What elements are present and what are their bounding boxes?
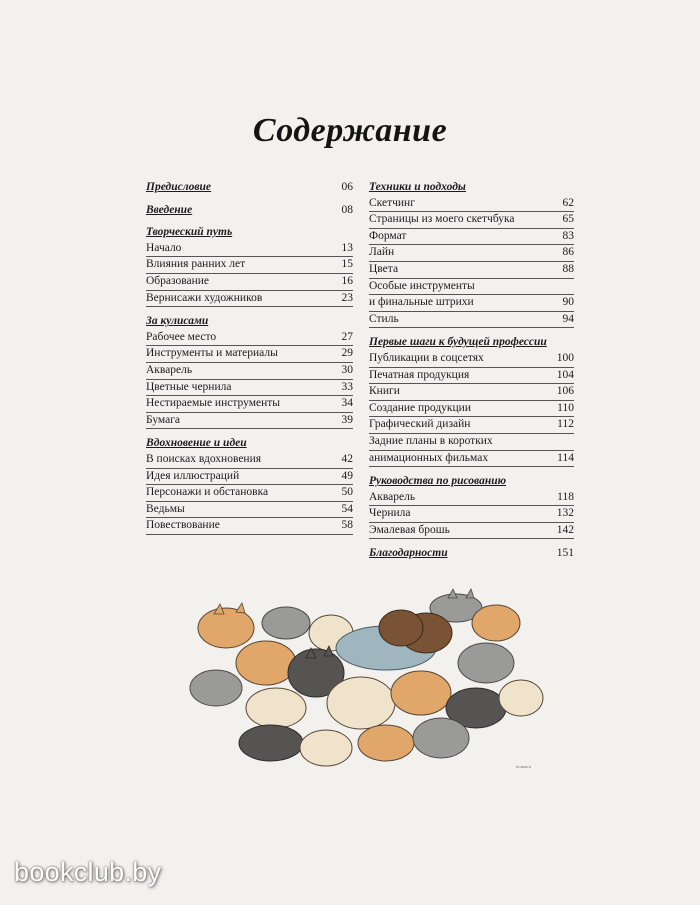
girl-hair xyxy=(379,610,423,646)
cat-shape xyxy=(391,671,451,715)
section-heading-label: Творческий путь xyxy=(146,226,233,239)
toc-entry-page: 114 xyxy=(557,451,574,464)
section-heading-label: Техники и подходы xyxy=(369,181,466,193)
toc-entry-label: Эмалевая брошь xyxy=(369,523,450,536)
toc-entry[interactable] xyxy=(369,523,574,540)
toc-entry-page: 39 xyxy=(341,413,353,426)
toc-entry-page: 50 xyxy=(341,486,353,499)
cat-shape xyxy=(458,643,514,683)
cat-shape xyxy=(262,607,310,639)
cat-shape xyxy=(413,718,469,758)
toc-entry-label: Формат xyxy=(369,229,407,242)
toc-entry-page: 16 xyxy=(341,274,353,287)
toc-entry[interactable] xyxy=(369,229,574,246)
section-heading-label: Благодарности xyxy=(369,547,448,560)
toc-entry[interactable] xyxy=(146,485,353,502)
toc-entry[interactable] xyxy=(146,330,353,347)
toc-entry[interactable] xyxy=(146,257,353,274)
cat-shape xyxy=(472,605,520,641)
toc-entry-label: Публикации в соцсетях xyxy=(369,351,484,364)
toc-section xyxy=(369,546,574,562)
toc-entry-label: Идея иллюстраций xyxy=(146,469,240,482)
toc-entry-label: Персонажи и обстановка xyxy=(146,486,269,499)
toc-section-heading[interactable] xyxy=(146,314,353,330)
toc-section xyxy=(146,436,353,535)
toc-right-column xyxy=(369,180,574,569)
toc-section xyxy=(369,335,574,467)
toc-entry-label: Книги xyxy=(369,385,400,398)
toc-left-column xyxy=(146,180,353,542)
toc-entry-page: 29 xyxy=(341,347,353,360)
toc-section-heading[interactable] xyxy=(146,225,353,241)
toc-entry-label: Вернисажи художников xyxy=(146,291,263,304)
section-heading-page: 08 xyxy=(341,203,353,216)
toc-entry[interactable] xyxy=(146,380,353,397)
cat-shape xyxy=(246,688,306,728)
toc-entry-label: Повествование xyxy=(146,519,220,532)
page-title: Содержание xyxy=(252,112,448,149)
toc-entry-page: 23 xyxy=(341,291,353,304)
toc-entry-page: 15 xyxy=(341,258,353,271)
toc-entry-page: 33 xyxy=(341,380,353,393)
section-heading-page: 06 xyxy=(341,181,353,193)
toc-entry-label: Акварель xyxy=(146,363,193,376)
section-heading-label: Вдохновение и идеи xyxy=(146,437,247,450)
toc-entry-label: Стиль xyxy=(369,312,399,325)
toc-entry[interactable] xyxy=(146,396,353,413)
toc-section-heading[interactable] xyxy=(146,203,353,219)
toc-entry[interactable] xyxy=(369,212,574,229)
toc-entry-page: 106 xyxy=(556,385,574,398)
toc-entry-page: 54 xyxy=(341,502,353,515)
toc-entry-page: 42 xyxy=(341,452,353,465)
toc-entry[interactable] xyxy=(369,312,574,329)
toc-entry-page: 65 xyxy=(562,213,574,226)
section-heading-label: Первые шаги к будущей профессии xyxy=(369,336,547,349)
cat-shape xyxy=(300,730,352,766)
toc-entry-page: 94 xyxy=(562,312,574,325)
toc-entry-page: 132 xyxy=(556,507,574,520)
toc-entry-label: Акварель xyxy=(369,490,416,503)
cats-illustration xyxy=(186,578,546,778)
toc-entry-page: 27 xyxy=(341,330,353,343)
artist-signature: m.woo.s xyxy=(516,764,531,769)
toc-entry-label: Печатная продукция xyxy=(369,368,470,381)
toc-entry-line1[interactable]: Задние планы в коротких xyxy=(369,434,574,451)
toc-section-heading[interactable] xyxy=(369,335,574,351)
toc-entry-page: 58 xyxy=(341,519,353,532)
toc-entry-label: Чернила xyxy=(369,507,411,520)
toc-entry-label: Нестираемые инструменты xyxy=(146,397,280,410)
toc-entry[interactable] xyxy=(146,469,353,486)
toc-entry-label: Цвета xyxy=(369,262,399,275)
toc-entry[interactable] xyxy=(369,451,574,468)
toc-entry[interactable] xyxy=(369,196,574,213)
toc-section xyxy=(146,203,353,219)
section-heading-label: За кулисами xyxy=(146,315,209,328)
toc-entry-page: 104 xyxy=(556,368,574,381)
toc-entry-page: 90 xyxy=(562,296,574,309)
toc-entry-page: 118 xyxy=(557,490,574,503)
toc-section xyxy=(369,180,574,328)
toc-entry[interactable] xyxy=(146,346,353,363)
toc-entry[interactable] xyxy=(369,506,574,523)
toc-entry-page: 13 xyxy=(341,241,353,254)
toc-entry-page: 112 xyxy=(557,418,574,431)
toc-entry-label: Цветные чернила xyxy=(146,380,232,393)
toc-entry-page: 30 xyxy=(341,363,353,376)
toc-entry-label: Графический дизайн xyxy=(369,418,471,431)
toc-section-heading[interactable] xyxy=(146,436,353,452)
toc-entry-page: 62 xyxy=(562,196,574,209)
section-heading-page: 151 xyxy=(556,547,574,560)
toc-entry-label: Ведьмы xyxy=(146,502,185,515)
toc-entry-label: анимационных фильмах xyxy=(369,451,489,464)
toc-section-heading[interactable] xyxy=(369,474,574,490)
toc-section xyxy=(146,314,353,429)
toc-section-heading[interactable] xyxy=(369,180,574,196)
section-heading-label: Предисловие xyxy=(146,181,212,193)
toc-entry[interactable] xyxy=(369,295,574,312)
toc-entry[interactable] xyxy=(146,241,353,258)
toc-entry[interactable] xyxy=(146,363,353,380)
cat-shape xyxy=(239,725,303,761)
toc-entry[interactable] xyxy=(146,502,353,519)
toc-entry-page: 86 xyxy=(562,246,574,259)
toc-entry-label: В поисках вдохновения xyxy=(146,452,262,465)
toc-entry-label: Бумага xyxy=(146,413,181,426)
toc-entry-label: Рабочее место xyxy=(146,330,217,343)
cat-shape xyxy=(358,725,414,761)
cat-pile xyxy=(190,589,543,766)
toc-section-heading[interactable] xyxy=(146,180,353,196)
cat-shape xyxy=(236,641,296,685)
toc-section xyxy=(146,225,353,307)
toc-entry-label: Создание продукции xyxy=(369,401,471,414)
toc-entry-label: Инструменты и материалы xyxy=(146,347,278,360)
toc-entry-label: Начало xyxy=(146,241,182,254)
toc-entry-page: 110 xyxy=(557,401,574,414)
toc-entry[interactable] xyxy=(369,417,574,434)
toc-entry-page: 100 xyxy=(556,351,574,364)
toc-entry[interactable] xyxy=(369,490,574,507)
toc-section-heading[interactable] xyxy=(369,546,574,562)
watermark-text: bookclub.by xyxy=(14,857,162,887)
section-heading-label: Руководства по рисованию xyxy=(369,475,507,488)
cat-shape xyxy=(198,608,254,648)
toc-entry[interactable] xyxy=(369,351,574,368)
toc-entry-line1[interactable]: Особые инструменты xyxy=(369,279,574,296)
toc-entry[interactable] xyxy=(146,413,353,430)
toc-entry-page: 83 xyxy=(562,229,574,242)
toc-entry-page: 142 xyxy=(556,523,574,536)
toc-section xyxy=(146,180,353,196)
toc-entry[interactable] xyxy=(146,518,353,535)
toc-entry-label: и финальные штрихи xyxy=(369,296,474,309)
toc-entry[interactable] xyxy=(369,245,574,262)
toc-entry-page: 49 xyxy=(341,469,353,482)
toc-entry[interactable] xyxy=(369,384,574,401)
toc-entry[interactable] xyxy=(146,274,353,291)
toc-entry-label: Образование xyxy=(146,274,210,287)
toc-entry-label: Лайн xyxy=(369,246,395,259)
toc-entry[interactable] xyxy=(146,291,353,308)
toc-entry[interactable] xyxy=(369,401,574,418)
toc-entry-page: 88 xyxy=(562,262,574,275)
toc-entry[interactable] xyxy=(146,452,353,469)
toc-entry-page: 34 xyxy=(341,397,353,410)
toc-entry-label: Скетчинг xyxy=(369,196,415,209)
toc-section xyxy=(369,474,574,539)
section-heading-label: Введение xyxy=(146,203,193,216)
toc-entry-label: Влияния ранних лет xyxy=(146,258,246,271)
cat-shape xyxy=(327,677,395,729)
toc-entry[interactable] xyxy=(369,368,574,385)
toc-entry-label: Страницы из моего скетчбука xyxy=(369,213,515,226)
toc-entry[interactable] xyxy=(369,262,574,279)
cat-shape xyxy=(190,670,242,706)
cat-shape xyxy=(499,680,543,716)
